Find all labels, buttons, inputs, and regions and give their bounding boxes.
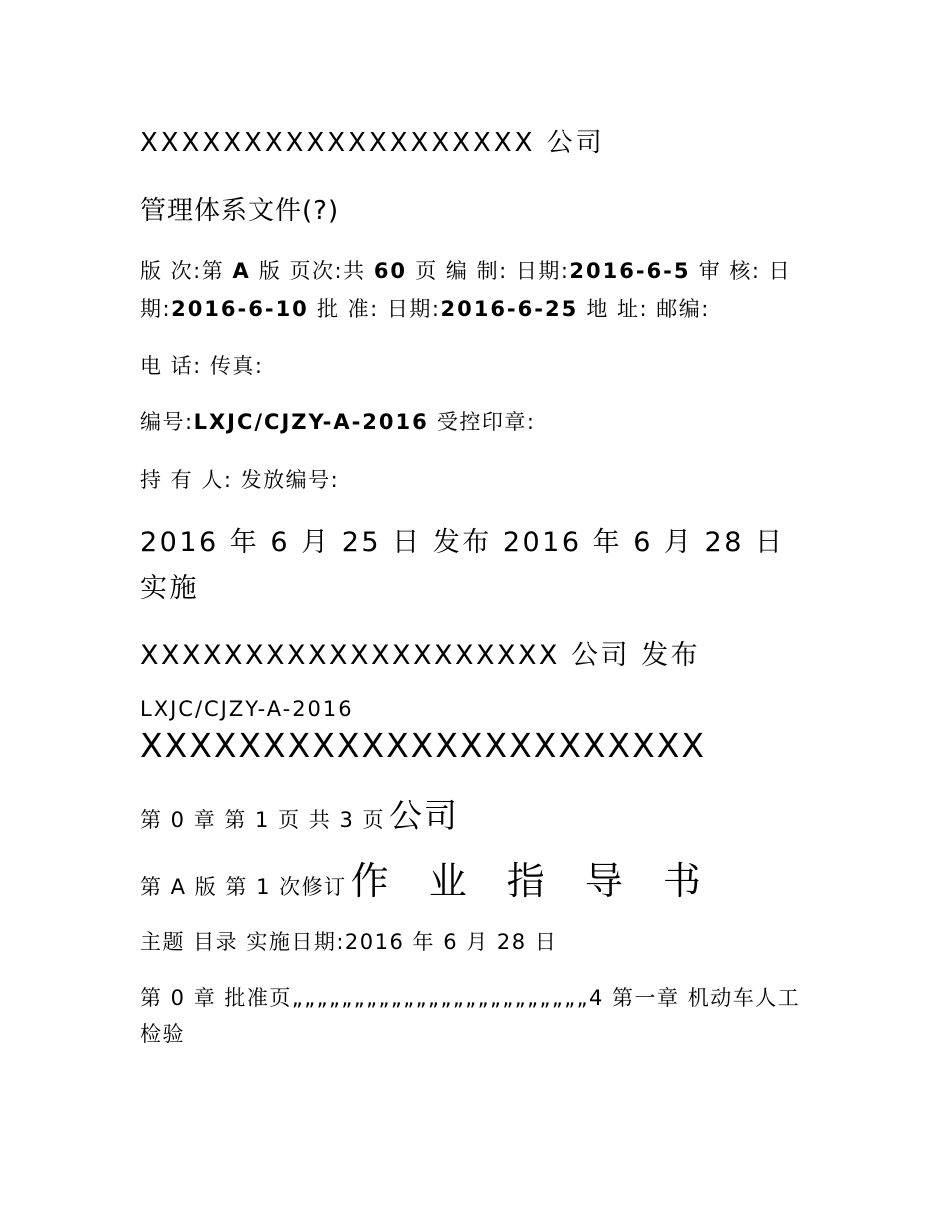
edition-suffix: 版 页次:共	[250, 259, 374, 283]
table-of-contents-entry: 第 0 章 批准页„„„„„„„„„„„„„„„„„„„„„„„„4 第一章 机动车人工检验	[140, 986, 801, 1046]
chapter-page-line	[140, 790, 810, 837]
approve-date: 2016-6-25	[440, 297, 579, 321]
company-title: XXXXXXXXXXXXXXXXXXX 公司	[140, 128, 605, 158]
pages-value: 60	[373, 259, 408, 283]
edition-value: A	[232, 259, 251, 283]
document-system-title: 管理体系文件(?)	[140, 196, 340, 226]
company-name-large: XXXXXXXXXXXXXXXXXXXXXXX	[140, 726, 706, 765]
approve-label: 批 准: 日期:	[308, 297, 441, 321]
issue-dates-line: 2016 年 6 月 25 日 发布 2016 年 6 月 28 日 实施	[140, 527, 785, 604]
work-instruction-heading: 作 业 指 导 书	[350, 859, 715, 903]
pages-suffix: 页 编 制: 日期:	[407, 259, 570, 283]
document-code-secondary: LXJC/CJZY-A-2016	[140, 697, 354, 721]
review-label: 审 核: 日期:	[140, 259, 792, 321]
document-meta	[140, 252, 810, 328]
compile-date: 2016-6-5	[569, 259, 691, 283]
review-date: 2016-6-10	[171, 297, 309, 321]
edition-revision-line	[140, 850, 810, 905]
company-word-large: 公司	[388, 796, 459, 835]
edition-label: 版 次:第	[140, 259, 233, 283]
phone-fax-line: 电 话: 传真:	[140, 354, 264, 378]
code-value: LXJC/CJZY-A-2016	[193, 410, 429, 434]
subject-line: 主题 目录 实施日期:2016 年 6 月 28 日	[140, 930, 558, 954]
code-label: 编号:	[140, 410, 194, 434]
holder-line: 持 有 人: 发放编号:	[140, 468, 340, 492]
chapter-page-info: 第 0 章 第 1 页 共 3 页	[140, 808, 385, 832]
document-code-line	[140, 406, 810, 436]
address-label: 地 址: 邮编:	[578, 297, 710, 321]
issuer-line: XXXXXXXXXXXXXXXXXXXX 公司 发布	[140, 640, 701, 671]
edition-revision-info: 第 A 版 第 1 次修订	[140, 875, 347, 899]
code-suffix: 受控印章:	[428, 410, 536, 434]
